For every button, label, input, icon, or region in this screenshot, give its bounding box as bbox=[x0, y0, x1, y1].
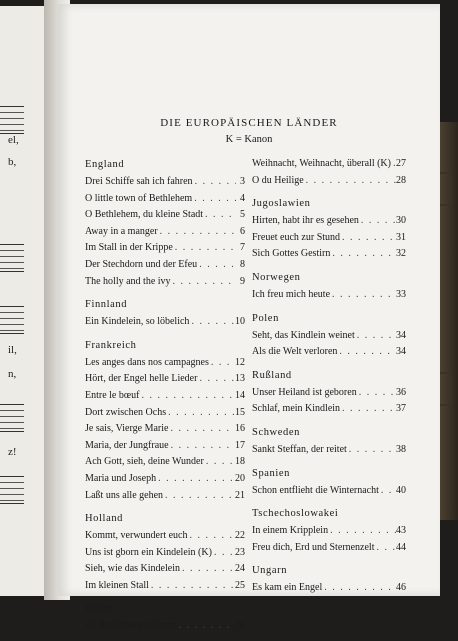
entry-page-number: 37 bbox=[396, 403, 406, 415]
index-entry bbox=[85, 545, 245, 562]
entry-page-number: 6 bbox=[240, 225, 245, 237]
dot-leader bbox=[304, 173, 396, 190]
country-heading: Norwegen bbox=[252, 271, 301, 283]
entry-page-number: 5 bbox=[240, 209, 245, 221]
dot-leader bbox=[340, 230, 396, 247]
dot-leader bbox=[330, 246, 396, 263]
music-staff bbox=[0, 404, 24, 432]
country-section bbox=[85, 156, 245, 290]
country-section bbox=[252, 310, 406, 361]
entry-title: Es kam ein Engel bbox=[252, 582, 323, 594]
country-heading: Italien bbox=[85, 603, 117, 615]
country-section bbox=[252, 562, 406, 597]
entry-title: O little town of Bethlehem bbox=[85, 192, 193, 204]
entry-page-number: 43 bbox=[396, 525, 406, 537]
entry-page-number: 15 bbox=[235, 406, 245, 418]
index-entry bbox=[252, 287, 406, 304]
entry-title: O Bethlehem, du kleine Stadt bbox=[85, 209, 204, 221]
entry-page-number: 32 bbox=[396, 248, 406, 260]
index-entry bbox=[85, 405, 245, 422]
entry-title: In einem Kripplein bbox=[252, 525, 329, 537]
country-section bbox=[252, 505, 406, 556]
country-section bbox=[252, 269, 406, 304]
index-entry bbox=[252, 385, 406, 402]
index-entry bbox=[252, 523, 406, 540]
dot-leader bbox=[193, 174, 236, 191]
dot-leader bbox=[357, 385, 396, 402]
text-fragment: b, bbox=[8, 156, 17, 168]
entry-title: Sankt Steffan, der reitet bbox=[252, 443, 347, 455]
dot-leader bbox=[204, 454, 235, 471]
country-heading: Holland bbox=[85, 513, 124, 525]
entry-title: The holly and the ivy bbox=[85, 275, 171, 287]
index-entry bbox=[85, 438, 245, 455]
entry-page-number: 17 bbox=[235, 439, 245, 451]
index-entry bbox=[85, 207, 245, 224]
country-section bbox=[252, 367, 406, 418]
dot-leader bbox=[328, 523, 396, 540]
dot-leader bbox=[187, 528, 235, 545]
entry-page-number: 3 bbox=[240, 176, 245, 187]
entry-title: Hört, der Engel helle Lieder bbox=[85, 373, 198, 385]
index-entry bbox=[85, 371, 245, 388]
country-heading: England bbox=[85, 159, 125, 170]
entry-title: Drei Schiffe sah ich fahren bbox=[85, 176, 193, 187]
index-entry bbox=[252, 230, 406, 247]
index-entry bbox=[85, 471, 245, 488]
entry-page-number: 18 bbox=[235, 456, 245, 468]
index-entry bbox=[85, 224, 245, 241]
country-section bbox=[252, 465, 406, 500]
entry-page-number: 13 bbox=[235, 373, 245, 385]
country-heading: Polen bbox=[252, 312, 279, 324]
entry-title: Laßt uns alle gehen bbox=[85, 489, 164, 501]
entry-title: Im kleinen Stall bbox=[85, 579, 149, 591]
page-subtitle: K = Kanon bbox=[225, 134, 273, 145]
country-section bbox=[85, 600, 245, 635]
entry-page-number: 27 bbox=[396, 158, 406, 169]
entry-page-number: 8 bbox=[240, 258, 245, 270]
entry-page-number: 12 bbox=[235, 356, 245, 368]
entry-title: Freu dich, Erd und Sternenzelt bbox=[252, 541, 375, 553]
entry-page-number: 40 bbox=[396, 484, 406, 496]
text-fragment: z! bbox=[8, 446, 17, 458]
index-entry bbox=[252, 401, 406, 418]
music-staff bbox=[0, 106, 24, 134]
dot-leader bbox=[330, 287, 396, 304]
entry-page-number: 33 bbox=[396, 288, 406, 300]
dot-leader bbox=[192, 191, 236, 208]
entry-page-number: 26 bbox=[235, 620, 245, 632]
index-entry bbox=[85, 488, 245, 505]
index-entry bbox=[252, 328, 406, 345]
index-page bbox=[58, 4, 440, 632]
dot-leader bbox=[177, 618, 235, 635]
index-entry bbox=[85, 578, 245, 595]
entry-title: Ich freu mich heute bbox=[252, 288, 331, 300]
entry-title: Sieh, wie das Kindelein bbox=[85, 563, 180, 575]
index-entry bbox=[85, 191, 245, 208]
dot-leader bbox=[209, 355, 235, 372]
entry-title: Les anges dans nos campagnes bbox=[85, 356, 209, 368]
entry-title: O du Heilige bbox=[252, 174, 304, 186]
entry-title: Uns ist gborn ein Kindelein (K) bbox=[85, 546, 212, 558]
country-heading: Ungarn bbox=[252, 565, 288, 577]
dot-leader bbox=[322, 580, 396, 597]
music-staff bbox=[0, 244, 24, 272]
index-entry bbox=[85, 240, 245, 257]
entry-title: Freuet euch zur Stund bbox=[252, 231, 341, 243]
country-section bbox=[85, 337, 245, 504]
entry-title: Maria, der Jungfraue bbox=[85, 439, 169, 451]
entry-title: Zu Bethlehem geboren bbox=[85, 620, 177, 632]
entry-page-number: 22 bbox=[235, 530, 245, 542]
index-entry bbox=[85, 257, 245, 274]
entry-page-number: 10 bbox=[235, 316, 245, 328]
country-section bbox=[85, 510, 245, 594]
entry-page-number: 30 bbox=[396, 215, 406, 227]
music-staff bbox=[0, 476, 24, 504]
index-entry bbox=[85, 314, 245, 331]
entry-page-number: 7 bbox=[240, 242, 245, 254]
dot-leader bbox=[139, 388, 235, 405]
entry-title: Kommt, verwundert euch bbox=[85, 530, 188, 542]
entry-page-number: 38 bbox=[396, 443, 406, 455]
entry-title: Maria und Joseph bbox=[85, 472, 157, 484]
index-entry bbox=[85, 388, 245, 405]
country-section bbox=[252, 195, 406, 263]
index-entry bbox=[85, 454, 245, 471]
entry-title: Hirten, habt ihr es gesehen bbox=[252, 215, 359, 227]
index-entry bbox=[85, 174, 245, 191]
entry-page-number: 44 bbox=[396, 541, 406, 553]
entry-page-number: 31 bbox=[396, 231, 406, 243]
entry-page-number: 36 bbox=[396, 386, 406, 398]
dot-leader bbox=[355, 328, 396, 345]
index-entry bbox=[252, 344, 406, 361]
dot-leader bbox=[169, 438, 235, 455]
entry-title: Unser Heiland ist geboren bbox=[252, 386, 357, 398]
index-entry bbox=[252, 580, 406, 597]
index-entry bbox=[85, 618, 245, 635]
dot-leader bbox=[173, 240, 236, 257]
text-fragment: n, bbox=[8, 368, 17, 380]
index-entry bbox=[85, 421, 245, 438]
country-heading: Tschechoslowakei bbox=[252, 508, 339, 520]
index-entry bbox=[252, 213, 406, 230]
dot-leader bbox=[340, 401, 396, 418]
entry-title: Schlaf, mein Kindlein bbox=[252, 403, 341, 415]
index-entry bbox=[85, 561, 245, 578]
entry-page-number: 4 bbox=[240, 192, 245, 204]
country-section bbox=[85, 296, 245, 331]
dot-leader bbox=[359, 213, 396, 230]
entry-page-number: 34 bbox=[396, 346, 406, 358]
index-entry bbox=[85, 274, 245, 291]
text-fragment: el, bbox=[8, 134, 19, 146]
entry-title: Sich Gottes Gestirn bbox=[252, 248, 331, 260]
index-entry bbox=[252, 156, 406, 173]
entry-page-number: 23 bbox=[235, 546, 245, 558]
dot-leader bbox=[168, 421, 235, 438]
dot-leader bbox=[171, 274, 236, 291]
index-column-right bbox=[252, 156, 406, 603]
music-staff bbox=[0, 306, 24, 334]
entry-title: Je sais, Vierge Marie bbox=[85, 423, 169, 435]
country-heading: Rußland bbox=[252, 369, 292, 381]
index-entry bbox=[252, 246, 406, 263]
entry-page-number: 14 bbox=[235, 389, 245, 401]
dot-leader bbox=[149, 578, 235, 595]
page-title: DIE EUROPÄISCHEN LÄNDER bbox=[160, 117, 338, 129]
entry-title: Entre le bœuf bbox=[85, 389, 140, 401]
index-entry bbox=[252, 173, 406, 190]
dot-leader bbox=[212, 545, 235, 562]
entry-title: Dort zwischen Ochs bbox=[85, 406, 167, 418]
entry-title: Ein Kindelein, so löbelich bbox=[85, 316, 190, 328]
dot-leader bbox=[189, 314, 235, 331]
text-fragment: il, bbox=[8, 344, 17, 356]
index-entry bbox=[252, 483, 406, 500]
country-section bbox=[252, 424, 406, 459]
entry-page-number: 46 bbox=[396, 582, 406, 594]
dot-leader bbox=[180, 561, 235, 578]
entry-page-number: 34 bbox=[396, 329, 406, 341]
entry-page-number: 24 bbox=[235, 563, 245, 575]
entry-page-number: 25 bbox=[235, 579, 245, 591]
country-section bbox=[252, 156, 406, 189]
index-entry bbox=[85, 528, 245, 545]
country-heading: Schweden bbox=[252, 426, 300, 438]
entry-title: Schon entflieht die Winternacht bbox=[252, 484, 379, 496]
dot-leader bbox=[337, 344, 396, 361]
dot-leader bbox=[374, 540, 396, 557]
index-column-left bbox=[85, 156, 245, 641]
index-entry bbox=[252, 540, 406, 557]
dot-leader bbox=[163, 488, 235, 505]
entry-title: Away in a manger bbox=[85, 225, 158, 237]
entry-page-number: 20 bbox=[235, 472, 245, 484]
entry-title: Im Stall in der Krippe bbox=[85, 242, 173, 254]
entry-title: Der Stechdorn und der Efeu bbox=[85, 258, 198, 270]
dot-leader bbox=[379, 483, 396, 500]
country-heading: Jugoslawien bbox=[252, 198, 311, 210]
dot-leader bbox=[203, 207, 236, 224]
country-heading: Finnland bbox=[85, 299, 128, 311]
dot-leader bbox=[347, 442, 396, 459]
index-entry bbox=[252, 442, 406, 459]
entry-page-number: 9 bbox=[240, 275, 245, 287]
dot-leader bbox=[156, 471, 235, 488]
entry-page-number: 21 bbox=[235, 489, 245, 501]
dot-leader bbox=[158, 224, 236, 241]
entry-page-number: 28 bbox=[396, 174, 406, 186]
index-entry bbox=[85, 355, 245, 372]
country-heading: Frankreich bbox=[85, 339, 137, 351]
dot-leader bbox=[197, 257, 236, 274]
entry-title: Ach Gott, sieh, deine Wunder bbox=[85, 456, 204, 468]
dot-leader bbox=[166, 405, 235, 422]
country-heading: Spanien bbox=[252, 467, 291, 479]
dot-leader bbox=[197, 371, 235, 388]
entry-title: Weihnacht, Weihnacht, überall (K) bbox=[252, 158, 391, 169]
entry-page-number: 16 bbox=[235, 423, 245, 435]
entry-title: Als die Welt verloren bbox=[252, 346, 338, 358]
entry-title: Seht, das Kindlein weinet bbox=[252, 329, 355, 341]
left-page-fragment bbox=[0, 6, 48, 596]
